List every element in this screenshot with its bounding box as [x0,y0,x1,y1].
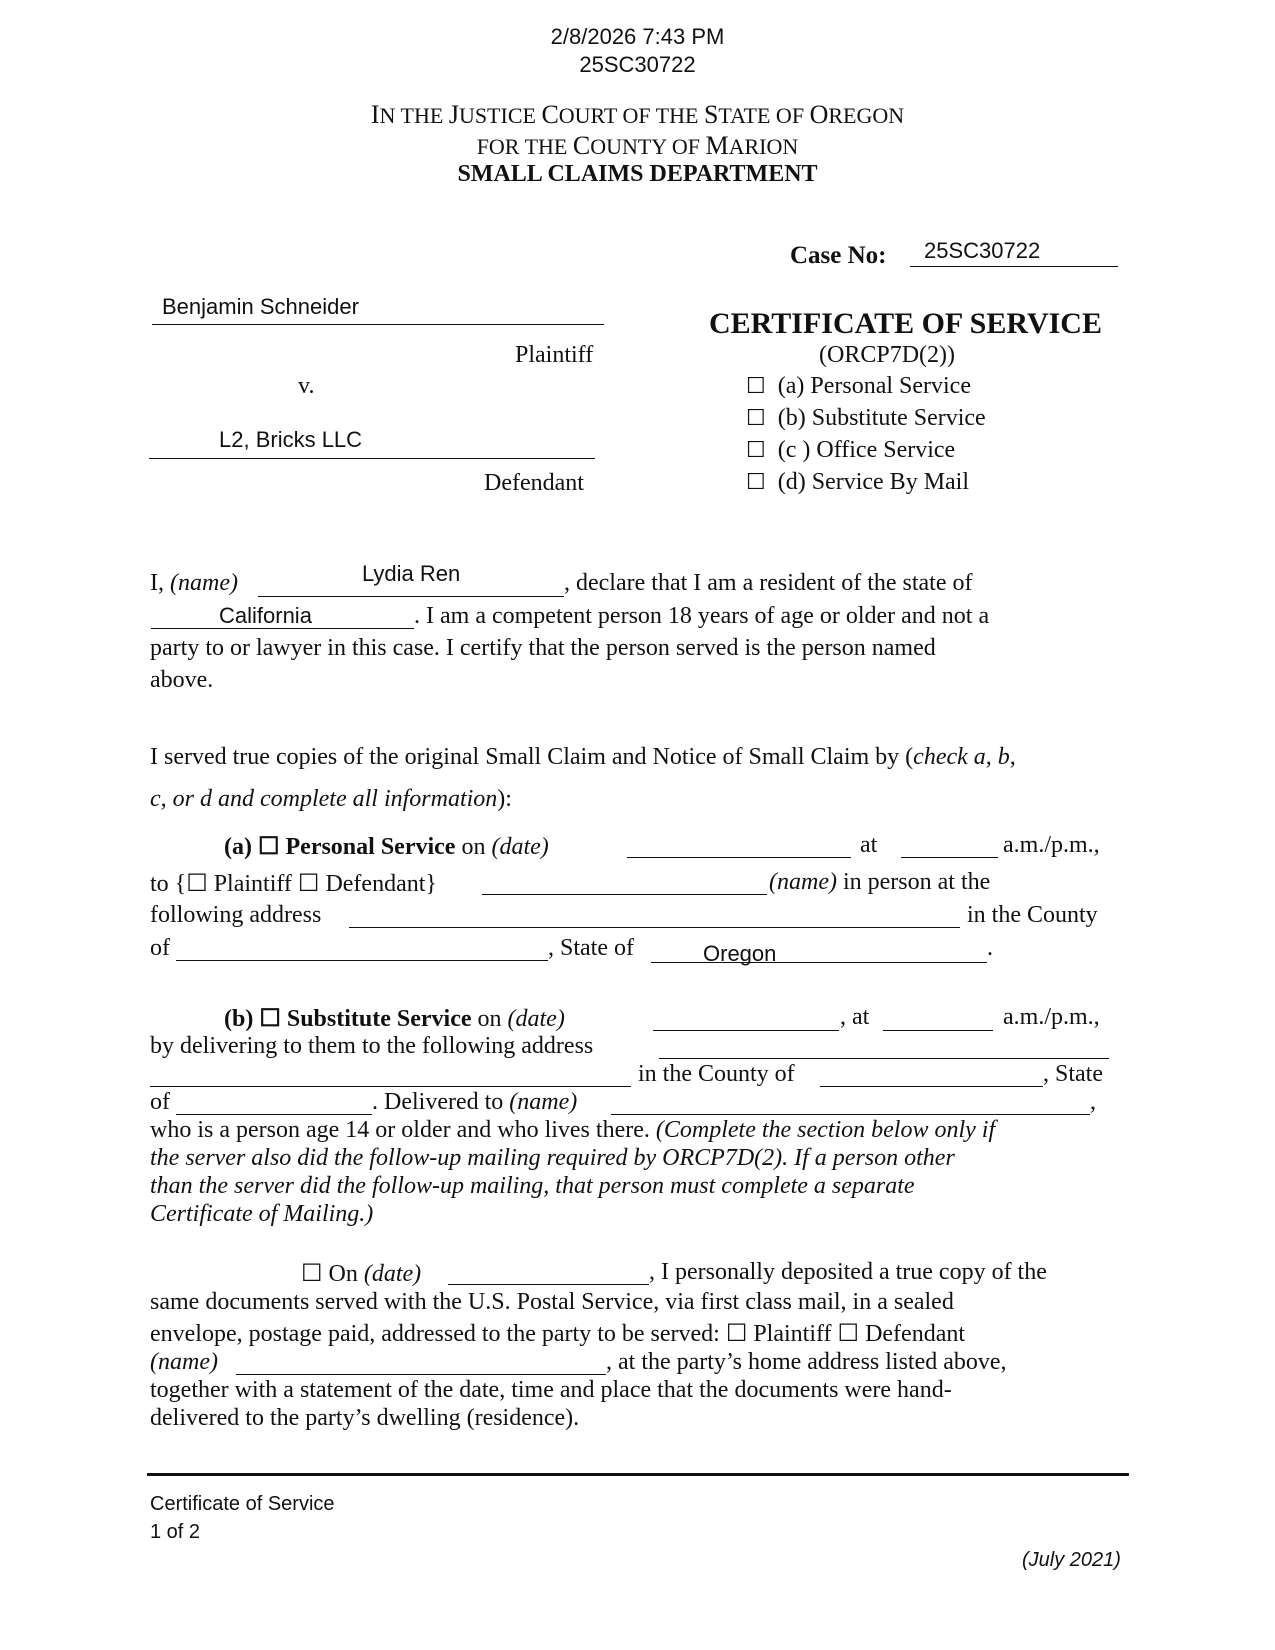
declarant-name-line [258,596,564,597]
footer-title: Certificate of Service [150,1493,335,1515]
section-b-state-line[interactable] [176,1114,372,1115]
checkbox-icon[interactable]: ☐ [746,374,766,399]
option-personal-service[interactable]: ☐ (a) Personal Service [746,373,971,399]
certificate-title: CERTIFICATE OF SERVICE [709,307,1102,340]
section-a-name-line[interactable] [482,894,767,895]
declaration-line3: party to or lawyer in this case. I certify that the person served is the person named [150,635,936,661]
timestamp: 2/8/2026 7:43 PM [550,24,725,49]
section-b-note2: the server also did the follow-up mailing required by ORCP7D(2). If a person other [150,1145,955,1171]
section-a-state-line [651,962,987,963]
defendant-name-field[interactable]: L2, Bricks LLC [219,427,363,452]
checkbox-icon[interactable]: ☐ [746,470,766,495]
plaintiff-label: Plaintiff [515,342,594,368]
section-b-ampm: a.m./p.m., [1003,1004,1100,1030]
section-a-address-line[interactable] [349,927,960,928]
section-a-in-person: (name) in person at the [769,869,991,895]
footer-revision: (July 2021) [1022,1549,1121,1571]
section-a-following: following address [150,902,322,928]
section-b-comma: , [1090,1089,1096,1115]
served-line2: c, or d and complete all information): [150,786,512,812]
versus-text: v. [298,373,315,399]
declarant-name-field[interactable]: Lydia Ren [362,561,461,586]
declaration-line1: I, (name) [150,570,238,596]
section-b-of: of [150,1089,170,1115]
section-b-delivering: by delivering to them to the following address [150,1033,594,1059]
footer-page: 1 of 2 [150,1521,201,1543]
section-a-period: . [987,935,993,961]
plaintiff-name-field[interactable]: Benjamin Schneider [162,294,359,319]
section-a-county-line[interactable] [176,960,548,961]
department-title: SMALL CLAIMS DEPARTMENT [457,161,818,187]
section-b-in-county: in the County of [638,1061,795,1087]
mailing-text6: delivered to the party’s dwelling (residence). [150,1405,580,1431]
plaintiff-line [152,324,604,325]
section-a-heading: (a) ☐ Personal Service on (date) [224,834,549,860]
option-office-service[interactable]: ☐ (c ) Office Service [746,437,956,463]
section-b-address-line2[interactable] [150,1086,631,1087]
section-b-name-line[interactable] [611,1114,1090,1115]
section-b-date-line[interactable] [653,1030,839,1031]
section-b-note4: Certificate of Mailing.) [150,1201,374,1227]
case-reference: 25SC30722 [579,52,696,77]
mailing-text2: same documents served with the U.S. Postal Service, via first class mail, in a sealed [150,1289,954,1315]
mailing-name-line[interactable] [236,1374,606,1375]
declaration-line4: above. [150,667,214,693]
checkbox-icon[interactable]: ☐ [746,438,766,463]
section-b-at: , at [840,1004,870,1030]
option-substitute-service[interactable]: ☐ (b) Substitute Service [746,405,986,431]
section-b-address-line1[interactable] [659,1058,1109,1059]
case-number-line [910,266,1118,267]
option-service-by-mail[interactable]: ☐ (d) Service By Mail [746,469,970,495]
case-number-field[interactable]: 25SC30722 [924,238,1041,263]
section-b-note3: than the server did the follow-up mailing, that person must complete a separate [150,1173,915,1199]
served-line1: I served true copies of the original Small Claim and Notice of Small Claim by (check a, b, [150,744,1016,770]
mailing-text3: envelope, postage paid, addressed to the party to be served: ☐ Plaintiff ☐ Defendant [150,1321,966,1347]
section-a-date-line[interactable] [627,857,851,858]
mailing-on[interactable]: ☐ On (date) [301,1261,422,1287]
case-number-label: Case No: [790,242,887,269]
section-b-county-line[interactable] [820,1086,1043,1087]
defendant-label: Defendant [484,470,584,496]
footer-divider [147,1473,1129,1476]
section-b-who: who is a person age 14 or older and who lives there. (Complete the section below only if [150,1117,996,1143]
section-a-at: at [860,832,878,858]
mailing-text4: , at the party’s home address listed above, [606,1349,1007,1375]
mailing-date-line[interactable] [448,1284,649,1285]
court-name-line2: FOR THE COUNTY OF MARION [476,131,799,160]
checkbox-icon[interactable]: ☐ [746,406,766,431]
section-a-to: to {☐ Plaintiff ☐ Defendant} [150,871,437,897]
section-a-of: of [150,935,170,961]
section-b-state: , State [1043,1061,1103,1087]
section-a-time-line[interactable] [901,857,998,858]
mailing-name-label: (name) [150,1349,218,1375]
section-b-time-line[interactable] [883,1030,993,1031]
section-b-heading: (b) ☐ Substitute Service on (date) [224,1006,565,1032]
section-b-delivered: . Delivered to (name) [372,1089,578,1115]
section-a-ampm: a.m./p.m., [1003,832,1100,858]
mailing-text1: , I personally deposited a true copy of the [649,1259,1047,1285]
orcp-rule: (ORCP7D(2)) [819,342,955,368]
mailing-text5: together with a statement of the date, time and place that the documents were hand- [150,1377,952,1403]
declaration-line2-end: . I am a competent person 18 years of age or older and not a [414,603,990,629]
declaration-line1-end: , declare that I am a resident of the state of [564,570,973,596]
defendant-line [149,458,595,459]
resident-state-field[interactable]: California [219,603,312,628]
section-a-state-field[interactable]: Oregon [703,941,777,966]
court-name-line1: IN THE JUSTICE COURT OF THE STATE OF OREGON [370,100,905,129]
section-a-state-of: , State of [548,935,634,961]
section-a-county: in the County [967,902,1098,928]
